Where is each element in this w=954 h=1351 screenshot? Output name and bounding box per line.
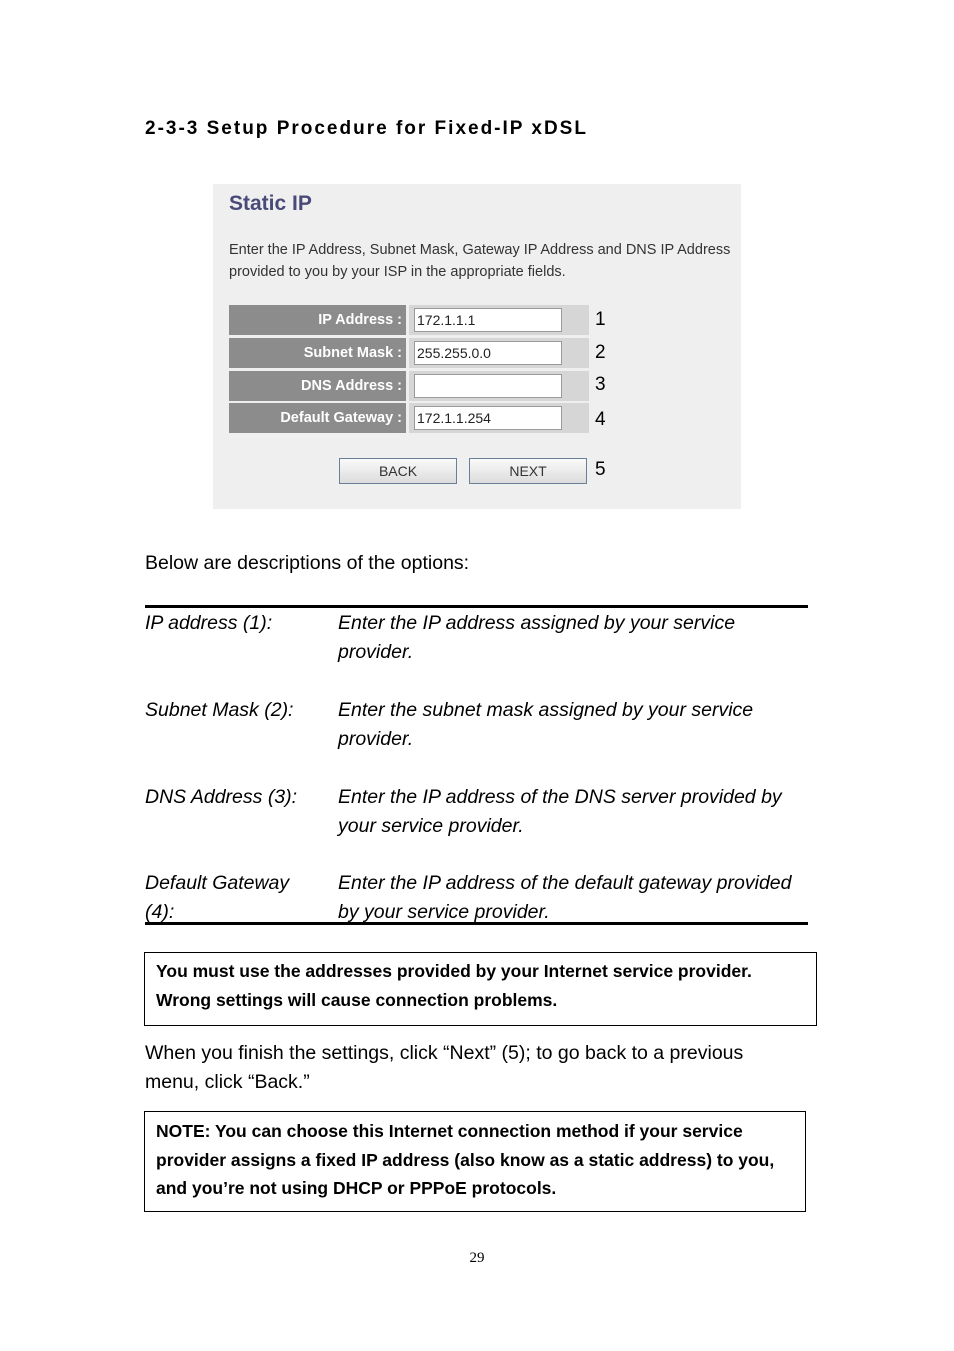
description-term: IP address (1): bbox=[145, 612, 273, 634]
panel-description: Enter the IP Address, Subnet Mask, Gateway IP Address and DNS IP Address provided to you by your ISP in the appropriate fields. bbox=[229, 242, 731, 280]
subnet-mask-label: Subnet Mask : bbox=[229, 338, 406, 368]
ip-address-input[interactable] bbox=[414, 308, 562, 332]
default-gateway-cell bbox=[409, 403, 589, 433]
ip-address-cell bbox=[409, 305, 589, 335]
dns-address-label: DNS Address : bbox=[229, 371, 406, 401]
note-box: NOTE: You can choose this Internet connection method if your service provider assigns a fixed IP address (also know as a static address) to you, and you’re not using DHCP or PPPoE protocols. bbox=[144, 1111, 806, 1212]
default-gateway-label: Default Gateway : bbox=[229, 403, 406, 433]
ip-address-row bbox=[229, 305, 589, 335]
subnet-mask-input[interactable] bbox=[414, 341, 562, 365]
panel-title: Static IP bbox=[229, 192, 312, 215]
dns-address-cell bbox=[409, 371, 589, 401]
description-definition: Enter the IP address of the DNS server provided by your service provider. bbox=[338, 786, 782, 837]
next-button[interactable]: NEXT bbox=[469, 458, 587, 484]
callout-3: 3 bbox=[595, 374, 606, 395]
description-definition: Enter the IP address assigned by your service provider. bbox=[338, 612, 736, 663]
description-term: Subnet Mask (2): bbox=[145, 699, 294, 721]
description-definition: Enter the IP address of the default gateway provided by your service provider. bbox=[338, 872, 792, 923]
callout-5: 5 bbox=[595, 459, 606, 480]
dns-address-row bbox=[229, 371, 589, 401]
callout-2: 2 bbox=[595, 342, 606, 363]
finish-instructions: When you finish the settings, click “Next” (5); to go back to a previous menu, click “Back.” bbox=[145, 1042, 744, 1093]
description-term: Default Gateway (4): bbox=[145, 872, 290, 923]
page-number: 29 bbox=[469, 1250, 485, 1266]
section-title: 2-3-3 Setup Procedure for Fixed-IP xDSL bbox=[145, 118, 588, 139]
default-gateway-input[interactable] bbox=[414, 406, 562, 430]
options-description-table bbox=[145, 605, 808, 925]
default-gateway-row bbox=[229, 403, 589, 433]
warning-box: You must use the addresses provided by your Internet service provider. Wrong settings will cause connection problems. bbox=[144, 952, 817, 1026]
back-button[interactable]: BACK bbox=[339, 458, 457, 484]
ip-address-label: IP Address : bbox=[229, 305, 406, 335]
subnet-mask-row bbox=[229, 338, 589, 368]
description-definition: Enter the subnet mask assigned by your service provider. bbox=[338, 699, 754, 750]
dns-address-input[interactable] bbox=[414, 374, 562, 398]
callout-4: 4 bbox=[595, 409, 606, 430]
description-term: DNS Address (3): bbox=[145, 786, 298, 808]
callout-1: 1 bbox=[595, 309, 606, 330]
static-ip-panel bbox=[213, 184, 741, 509]
intro-text: Below are descriptions of the options: bbox=[145, 552, 470, 574]
subnet-mask-cell bbox=[409, 338, 589, 368]
